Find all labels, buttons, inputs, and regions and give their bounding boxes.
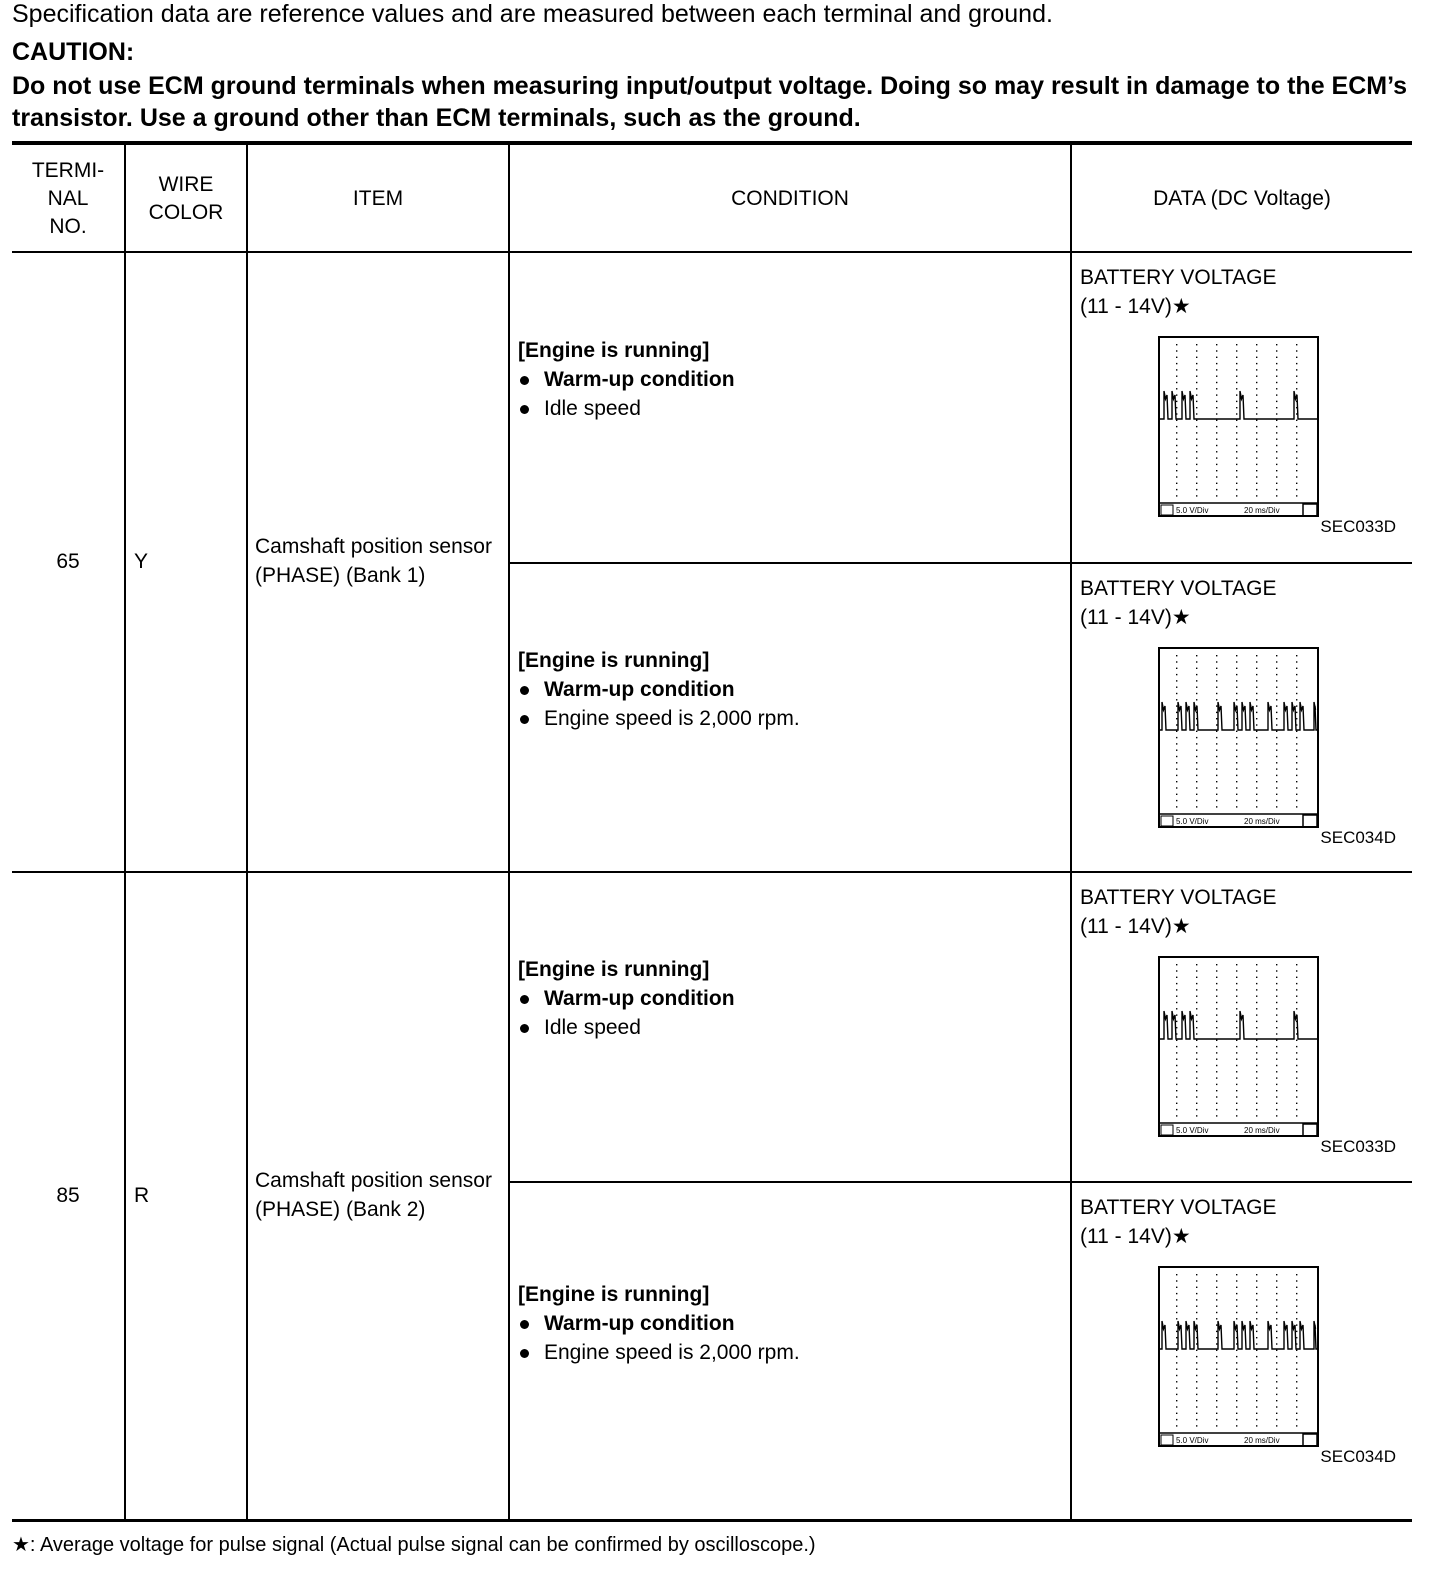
header-wire-color: WIRE COLOR [148,172,224,224]
oscilloscope-waveform [1158,647,1320,829]
data-range: (11 - 14V)★ [1080,295,1191,318]
scope-time-div: 20 ms/Div [1244,817,1280,826]
scope-volt-div: 5.0 V/Div [1176,506,1209,515]
col-divider [124,143,126,1521]
col-divider [1070,143,1072,1521]
condition-bullet: Engine speed is 2,000 rpm. [518,1338,800,1367]
caution-body: Do not use ECM ground terminals when measuring input/output voltage. Doing so may result in damage to the ECM’s transistor. Use a ground other than ECM terminals, such as the ground. [12,72,1408,132]
caution-heading: CAUTION: [12,38,135,66]
terminal-no: 65 [56,550,80,573]
scope-frame [1159,337,1318,516]
col-divider [246,143,248,1521]
subrow-divider [509,562,1412,564]
condition-title: [Engine is running] [518,338,710,362]
oscilloscope-waveform [1158,1266,1320,1448]
condition-bullet: Idle speed [518,394,735,423]
scope-time-div: 20 ms/Div [1244,1126,1280,1135]
condition-block [518,646,800,733]
table-bottom-border [12,1519,1412,1522]
condition-bullet: Engine speed is 2,000 rpm. [518,704,800,733]
data-range: (11 - 14V)★ [1080,606,1191,629]
figure-id: SEC034D [1320,828,1396,847]
data-label: BATTERY VOLTAGE [1080,886,1277,909]
data-range: (11 - 14V)★ [1080,1225,1191,1248]
item-name: Camshaft position sensor (PHASE) (Bank 2) [255,1169,492,1221]
wire-color: R [134,1184,150,1207]
scope-frame [1159,648,1318,827]
condition-title: [Engine is running] [518,958,710,981]
data-value [1080,263,1276,321]
col-divider [508,143,510,1521]
data-value [1080,883,1276,941]
wire-color: Y [134,550,149,573]
subrow-divider [509,1181,1412,1183]
condition-bullet: Warm-up condition [518,675,800,704]
figure-id: SEC034D [1320,1447,1396,1466]
scope-volt-div: 5.0 V/Div [1176,1436,1209,1445]
header-item: ITEM [352,186,404,210]
condition-title: [Engine is running] [518,648,710,672]
condition-bullet: Warm-up condition [518,984,735,1013]
item-name: Camshaft position sensor (PHASE) (Bank 1) [255,535,492,587]
condition-block [518,336,735,423]
figure-id: SEC033D [1320,1137,1396,1156]
terminal-no: 85 [56,1184,80,1207]
figure-id: SEC033D [1320,517,1396,536]
oscilloscope-waveform [1158,336,1320,518]
condition-block [518,955,735,1042]
condition-block [518,1280,800,1367]
condition-bullet: Warm-up condition [518,1309,800,1338]
data-label: BATTERY VOLTAGE [1080,577,1277,600]
data-range: (11 - 14V)★ [1080,915,1191,938]
scope-time-div: 20 ms/Div [1244,506,1280,515]
scope-frame [1159,1267,1318,1446]
scope-volt-div: 5.0 V/Div [1176,817,1209,826]
row-divider [12,871,1412,873]
condition-bullet: Warm-up condition [518,365,735,394]
data-label: BATTERY VOLTAGE [1080,266,1277,289]
scope-volt-div: 5.0 V/Div [1176,1126,1209,1135]
scope-time-div: 20 ms/Div [1244,1436,1280,1445]
data-value [1080,1193,1276,1251]
intro-text: Specification data are reference values and are measured between each terminal and ground. [12,0,1053,28]
condition-title: [Engine is running] [518,1282,710,1306]
header-condition: CONDITION [731,186,849,210]
footnote: ★: Average voltage for pulse signal (Actual pulse signal can be confirmed by oscilloscope.) [12,1534,816,1556]
oscilloscope-waveform [1158,956,1320,1138]
header-terminal: TERMI- NAL NO. [31,158,105,238]
data-label: BATTERY VOLTAGE [1080,1196,1277,1219]
condition-bullet: Idle speed [518,1013,735,1042]
scope-frame [1159,957,1318,1136]
header-data: DATA (DC Voltage) [1153,186,1331,210]
data-value [1080,574,1276,632]
